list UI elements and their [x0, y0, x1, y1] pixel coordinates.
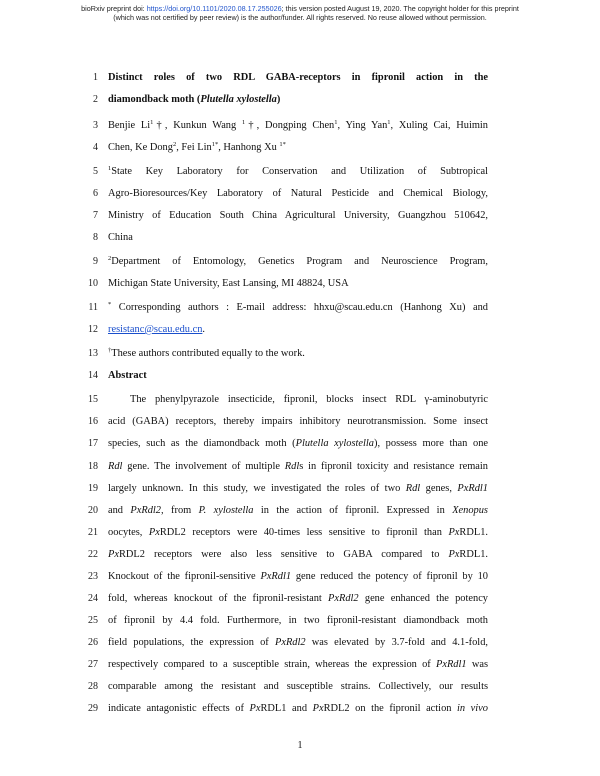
affiliation-1-line-3: Ministry of Education South China Agricultural University, Guangzhou 510642, — [108, 210, 488, 221]
correspondence-line-2: resistanc@scau.edu.cn. — [108, 324, 205, 335]
manuscript-line — [0, 115, 600, 137]
abstract-line: field populations, the expression of PxRdl2 was elevated by 3.7-fold and 4.1-fold, — [108, 637, 488, 648]
manuscript-line — [0, 478, 600, 500]
correspondence-line-1: * Corresponding authors : E-mail address: hhxu@scau.edu.cn (Hanhong Xu) and — [108, 301, 488, 313]
line-number: 1 — [93, 72, 98, 83]
manuscript-line — [0, 137, 600, 159]
manuscript-line — [0, 227, 600, 249]
line-number: 17 — [88, 438, 98, 449]
abstract-line: and PxRdl2, from P. xylostella in the action of fipronil. Expressed in Xenopus — [108, 505, 488, 516]
line-number: 3 — [93, 120, 98, 131]
doi-link[interactable]: https://doi.org/10.1101/2020.08.17.255026 — [146, 4, 282, 13]
manuscript-line — [0, 566, 600, 588]
manuscript-line — [0, 411, 600, 433]
manuscript-line — [0, 500, 600, 522]
line-number: 16 — [88, 416, 98, 427]
page-number: 1 — [297, 740, 303, 751]
line-number: 12 — [88, 324, 98, 335]
line-number: 11 — [88, 302, 98, 313]
abstract-line: respectively compared to a susceptible strain, whereas the expression of PxRdl1 was — [108, 659, 488, 670]
line-number: 9 — [93, 256, 98, 267]
line-number: 27 — [88, 659, 98, 670]
equal-contribution-note: †These authors contributed equally to the work. — [108, 347, 305, 359]
affiliation-1-line-2: Agro-Bioresources/Key Laboratory of Natural Pesticide and Chemical Biology, — [108, 188, 488, 199]
affiliation-1-line-4: China — [108, 232, 133, 243]
title-line-1: Distinct roles of two RDL GABA-receptors in fipronil action in the — [108, 72, 488, 83]
line-number: 21 — [88, 527, 98, 538]
line-number: 7 — [93, 210, 98, 221]
abstract-heading: Abstract — [108, 370, 147, 381]
line-number: 20 — [88, 505, 98, 516]
email-link[interactable]: resistanc@scau.edu.cn — [108, 324, 203, 335]
line-number: 13 — [88, 348, 98, 359]
line-number: 23 — [88, 571, 98, 582]
manuscript-line — [0, 588, 600, 610]
author-list-line-2: Chen, Ke Dong$^2$, Fei Lin$^{1*}$, Hanhong Xu $^{1*}$ — [108, 141, 286, 153]
line-number: 8 — [93, 232, 98, 243]
manuscript-line — [0, 654, 600, 676]
abstract-line: acid (GABA) receptors, thereby impairs inhibitory neurotransmission. Some insect — [108, 416, 488, 427]
manuscript-line — [0, 89, 600, 111]
header-line-2: (which was not certified by peer review) is the author/funder. All rights reserved. No reuse allowed without permission. — [113, 13, 487, 22]
manuscript-line — [0, 632, 600, 654]
title-line-2: diamondback moth (Plutella xylostella) — [108, 94, 281, 105]
affiliation-1-line-1: $^1$State Key Laboratory for Conservation and Utilization of Subtropical — [108, 165, 488, 177]
manuscript-line — [0, 610, 600, 632]
line-number: 10 — [88, 278, 98, 289]
abstract-line: oocytes, PxRDL2 receptors were 40-times less sensitive to fipronil than PxRDL1. — [108, 527, 488, 538]
manuscript-line — [0, 343, 600, 365]
line-number: 19 — [88, 483, 98, 494]
manuscript-line — [0, 273, 600, 295]
affiliation-2-line-1: $^2$Department of Entomology, Genetics Program and Neuroscience Program, — [108, 255, 488, 267]
line-number: 2 — [93, 94, 98, 105]
line-number: 4 — [93, 142, 98, 153]
manuscript-line — [0, 522, 600, 544]
abstract-line: species, such as the diamondback moth (Plutella xylostella), possess more than one — [108, 438, 488, 449]
abstract-line: of fipronil by 4.4 fold. Furthermore, in two fipronil-resistant diamondback moth — [108, 615, 488, 626]
header-line-1: bioRxiv preprint doi: https://doi.org/10.1101/2020.08.17.255026; this version posted August 19, 2020. The copyright holder for this preprint — [81, 4, 519, 13]
manuscript-line — [0, 251, 600, 273]
line-number: 15 — [88, 394, 98, 405]
manuscript-line — [0, 161, 600, 183]
line-number: 28 — [88, 681, 98, 692]
affiliation-2-line-2: Michigan State University, East Lansing, MI 48824, USA — [108, 278, 349, 289]
manuscript-line — [0, 205, 600, 227]
line-number: 18 — [88, 461, 98, 472]
line-number: 22 — [88, 549, 98, 560]
abstract-line: fold, whereas knockout of the fipronil-resistant PxRdl2 gene enhanced the potency — [108, 593, 488, 604]
manuscript-line — [0, 433, 600, 455]
manuscript-line — [0, 297, 600, 319]
manuscript-line — [0, 319, 600, 341]
abstract-line: Rdl gene. The involvement of multiple Rdls in fipronil toxicity and resistance remain — [108, 461, 488, 472]
abstract-line: The phenylpyrazole insecticide, fipronil, blocks insect RDL γ-aminobutyric — [130, 394, 488, 405]
line-number: 25 — [88, 615, 98, 626]
manuscript-line — [0, 67, 600, 89]
manuscript-line — [0, 676, 600, 698]
line-number: 24 — [88, 593, 98, 604]
author-list-line-1: Benjie Li$^1$†, Kunkun Wang $^1$†, Dongping Chen$^1$, Ying Yan$^1$, Xuling Cai, Huimin — [108, 119, 488, 131]
abstract-line: PxRDL2 receptors were also less sensitive to GABA compared to PxRDL1. — [108, 549, 488, 560]
line-number: 26 — [88, 637, 98, 648]
abstract-line: comparable among the resistant and susceptible strains. Collectively, our results — [108, 681, 488, 692]
manuscript-line — [0, 183, 600, 205]
manuscript-line — [0, 365, 600, 387]
manuscript-line — [0, 389, 600, 411]
line-number: 14 — [88, 370, 98, 381]
manuscript-line — [0, 456, 600, 478]
preprint-header — [0, 4, 600, 22]
abstract-line: indicate antagonistic effects of PxRDL1 and PxRDL2 on the fipronil action in vivo — [108, 703, 488, 714]
line-number: 29 — [88, 703, 98, 714]
abstract-line: largely unknown. In this study, we investigated the roles of two Rdl genes, PxRdl1 — [108, 483, 488, 494]
abstract-line: Knockout of the fipronil-sensitive PxRdl1 gene reduced the potency of fipronil by 10 — [108, 571, 488, 582]
manuscript-line — [0, 544, 600, 566]
line-number: 5 — [93, 166, 98, 177]
manuscript-line — [0, 698, 600, 720]
line-number: 6 — [93, 188, 98, 199]
